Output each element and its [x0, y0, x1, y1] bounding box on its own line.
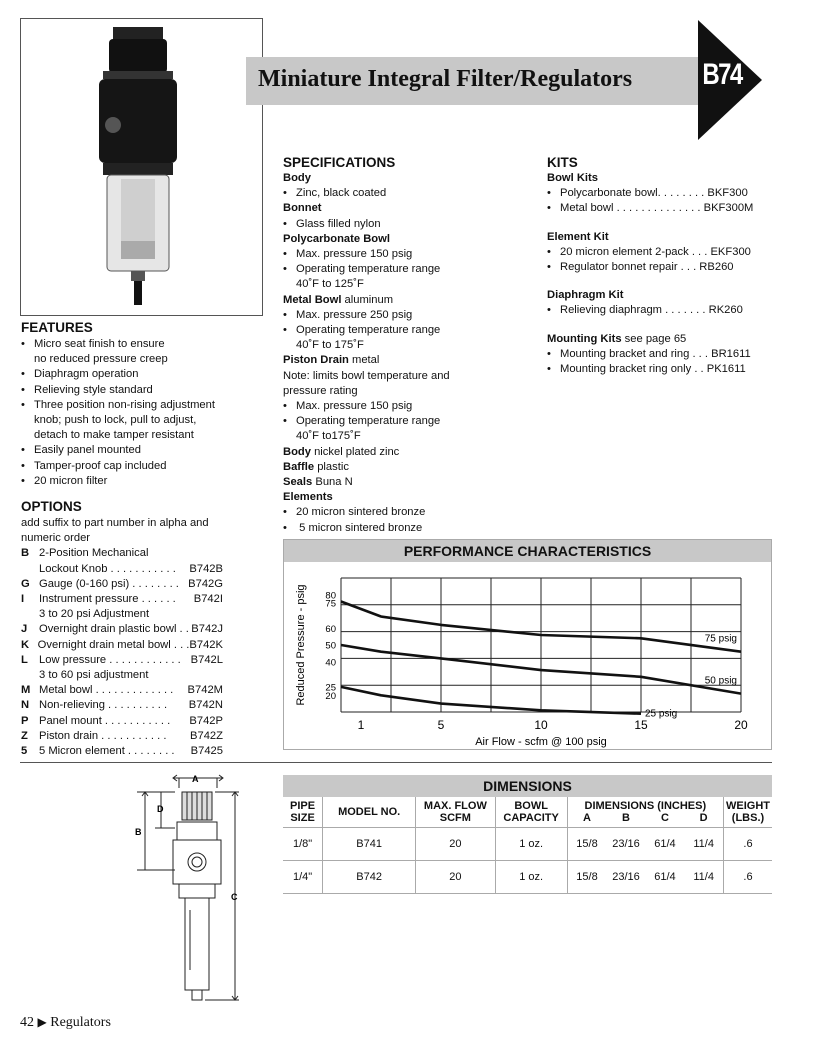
option-text: Non-relieving . . . . . . . . . .: [39, 699, 168, 712]
kit-heading: Mounting Kits: [547, 332, 622, 345]
cell-bowl: 1 oz.: [495, 861, 567, 894]
option-row: [21, 562, 223, 577]
spec-heading-suffix: metal: [348, 354, 380, 367]
option-letter: P: [21, 714, 29, 727]
product-photo: [21, 19, 262, 315]
spec-heading-suffix: aluminum: [341, 293, 394, 306]
option-text: Overnight drain metal bowl . . .: [37, 638, 190, 651]
option-letter: M: [21, 684, 31, 697]
spec-item: • Operating temperature range: [283, 323, 533, 338]
option-text: Overnight drain plastic bowl . .: [39, 623, 189, 636]
spec-heading: Polycarbonate Bowl: [283, 232, 390, 245]
x-axis-label: Air Flow - scfm @ 100 psig: [475, 736, 607, 748]
option-row: [21, 546, 223, 561]
spec-item: • Operating temperature range: [283, 414, 533, 429]
col-pipe-2: SIZE: [290, 812, 315, 824]
spec-heading: Seals: [283, 476, 313, 489]
kit-item: • Mounting bracket ring only . . PK1611: [547, 362, 787, 377]
cell-c: 61/4: [646, 861, 685, 894]
table-row: [283, 828, 772, 861]
series-label: 25 psig: [645, 708, 678, 720]
option-part-number: B742M: [187, 684, 223, 697]
option-text: Metal bowl . . . . . . . . . . . . .: [39, 684, 174, 697]
col-bowl: BOWL: [514, 800, 548, 812]
option-text: Lockout Knob . . . . . . . . . . .: [39, 562, 176, 575]
option-letter: G: [21, 577, 30, 590]
spec-heading: Body: [283, 172, 311, 184]
kit-item: • Polycarbonate bowl. . . . . . . . BKF300: [547, 186, 787, 201]
feature-item-cont: knob; push to lock, pull to adjust,: [34, 414, 197, 427]
dimension-drawing: [135, 770, 245, 1005]
product-photo-frame: [20, 18, 263, 316]
cell-c: 61/4: [646, 828, 685, 861]
y-tick-label: 75: [325, 598, 336, 610]
cell-b: 23/16: [606, 861, 645, 894]
option-part-number: B742Z: [190, 729, 223, 742]
spec-item: • Glass filled nylon: [283, 217, 533, 232]
chart-svg: [284, 562, 771, 749]
option-part-number: B7425: [190, 745, 223, 758]
feature-item: • Easily panel mounted: [21, 443, 271, 458]
dimensions-table: [283, 797, 772, 893]
cell-a: 15/8: [567, 828, 606, 861]
chart-title: PERFORMANCE CHARACTERISTICS: [284, 540, 771, 562]
section-badge: B74: [702, 58, 742, 91]
kit-heading: Element Kit: [547, 230, 609, 243]
cell-d: 11/4: [684, 861, 723, 894]
x-tick-label: 20: [734, 718, 748, 732]
spec-item-cont: 40˚F to175˚F: [296, 430, 361, 443]
spec-heading: Elements: [283, 491, 333, 504]
spec-item: • 5 micron sintered bronze: [283, 521, 533, 536]
kits-section: [547, 155, 787, 377]
x-tick-label: 15: [634, 718, 648, 732]
y-tick-label: 80: [325, 590, 336, 602]
features-section: [21, 320, 271, 489]
option-text: Panel mount . . . . . . . . . . .: [39, 714, 171, 727]
col-a: A: [583, 812, 591, 824]
option-letter: I: [21, 593, 25, 606]
spec-heading-suffix: Buna N: [312, 476, 353, 489]
option-letter: 5: [21, 745, 28, 758]
y-tick-label: 40: [325, 657, 336, 669]
dim-label-a: A: [192, 774, 199, 784]
spec-item-cont: 40˚F to 125˚F: [296, 278, 364, 291]
option-part-number: B742G: [188, 577, 223, 590]
option-text: Instrument pressure . . . . . .: [39, 593, 176, 606]
kit-item: • Metal bowl . . . . . . . . . . . . . . BKF300M: [547, 201, 787, 216]
y-tick-label: 50: [325, 640, 336, 652]
feature-item: • 20 micron filter: [21, 474, 271, 489]
option-text: 5 Micron element . . . . . . . .: [39, 745, 175, 758]
cell-flow: 20: [416, 828, 496, 861]
page-title: Miniature Integral Filter/Regulators: [258, 66, 633, 92]
col-flow: MAX. FLOW: [423, 800, 487, 812]
feature-item: • Three position non-rising adjustment: [21, 398, 271, 413]
y-axis-label: Reduced Pressure - psig: [295, 584, 307, 706]
specifications-heading: SPECIFICATIONS: [283, 155, 396, 170]
series-label: 75 psig: [704, 633, 737, 645]
option-row: [21, 653, 223, 668]
feature-item: • Relieving style standard: [21, 383, 271, 398]
col-flow-2: SCFM: [439, 812, 471, 824]
dim-label-b: B: [135, 827, 142, 837]
series-label: 50 psig: [704, 675, 737, 687]
features-heading: FEATURES: [21, 320, 93, 335]
kit-heading: Diaphragm Kit: [547, 289, 624, 302]
option-text: 3 to 60 psi adjustment: [39, 669, 149, 682]
options-heading: OPTIONS: [21, 499, 82, 514]
option-row: [21, 729, 223, 744]
option-row: [21, 698, 223, 713]
option-row: [21, 714, 223, 729]
spec-heading: Body: [283, 445, 311, 458]
option-part-number: B742P: [189, 714, 223, 727]
spec-heading: Metal Bowl: [283, 293, 342, 306]
option-letter: L: [21, 653, 28, 666]
kit-item: • Regulator bonnet repair . . . RB260: [547, 260, 787, 275]
col-pipe: PIPE: [290, 800, 316, 812]
feature-item-cont: no reduced pressure creep: [34, 353, 168, 366]
dimensions-section: [283, 775, 772, 894]
option-text: 2-Position Mechanical: [39, 547, 149, 560]
dim-label-d: D: [157, 804, 164, 814]
spec-item: • 20 micron sintered bronze: [283, 505, 533, 520]
options-intro: numeric order: [21, 532, 91, 545]
spec-heading-suffix: plastic: [314, 460, 349, 473]
spec-heading: Bonnet: [283, 202, 322, 215]
feature-item: • Micro seat finish to ensure: [21, 337, 271, 352]
option-letter: N: [21, 699, 30, 712]
x-tick-label: 10: [534, 718, 548, 732]
divider: [20, 762, 772, 763]
option-row: [21, 668, 223, 683]
y-tick-label: 20: [325, 690, 336, 702]
dim-label-c: C: [231, 892, 238, 902]
option-row: [21, 638, 223, 653]
dimensions-title: DIMENSIONS: [283, 775, 772, 797]
kit-item: • 20 micron element 2-pack . . . EKF300: [547, 245, 787, 260]
option-row: [21, 622, 223, 637]
kit-heading-suffix: see page 65: [621, 332, 687, 345]
x-tick-label: 1: [357, 718, 365, 732]
section-name: Regulators: [50, 1015, 111, 1030]
option-part-number: B742B: [189, 562, 223, 575]
col-weight: WEIGHT: [726, 800, 770, 812]
option-letter: [21, 607, 39, 622]
option-letter: J: [21, 623, 28, 636]
arrow-right-icon: ▶: [37, 1015, 47, 1029]
option-part-number: B742J: [191, 623, 223, 636]
feature-item: • Tamper-proof cap included: [21, 459, 271, 474]
option-letter: [21, 668, 39, 683]
spec-heading-suffix: nickel plated zinc: [310, 445, 400, 458]
cell-pipe: 1/4": [283, 861, 323, 894]
col-weight-2: (LBS.): [731, 812, 765, 824]
option-row: [21, 744, 223, 759]
spec-item: • Max. pressure 150 psig: [283, 247, 533, 262]
option-letter: [21, 562, 39, 577]
option-letter: B: [21, 547, 30, 560]
col-dimensions: DIMENSIONS (INCHES): [567, 797, 723, 812]
specifications-section: [283, 155, 533, 536]
col-b: B: [621, 812, 630, 824]
spec-item: • Zinc, black coated: [283, 186, 533, 201]
y-tick-label: 60: [325, 623, 336, 635]
options-section: [21, 499, 223, 759]
spec-note: Note: limits bowl temperature and: [283, 369, 450, 382]
option-text: 3 to 20 psi Adjustment: [39, 608, 150, 621]
option-row: [21, 577, 223, 592]
option-text: Piston drain . . . . . . . . . . .: [39, 729, 167, 742]
cell-flow: 20: [416, 861, 496, 894]
spec-heading: Baffle: [283, 460, 315, 473]
col-bowl-2: CAPACITY: [503, 812, 559, 824]
feature-item-cont: detach to make tamper resistant: [34, 429, 194, 442]
cell-pipe: 1/8": [283, 828, 323, 861]
x-tick-label: 5: [437, 718, 445, 732]
kit-item: • Relieving diaphragm . . . . . . . RK260: [547, 303, 787, 318]
cell-d: 11/4: [684, 828, 723, 861]
kit-heading: Bowl Kits: [547, 172, 598, 184]
kit-item: • Mounting bracket and ring . . . BR1611: [547, 347, 787, 362]
spec-note: pressure rating: [283, 384, 358, 397]
cell-model: B742: [323, 861, 416, 894]
spec-item: • Max. pressure 150 psig: [283, 399, 533, 414]
options-intro: add suffix to part number in alpha and: [21, 517, 209, 529]
option-letter: Z: [21, 729, 28, 742]
spec-item: • Max. pressure 250 psig: [283, 308, 533, 323]
table-row: [283, 861, 772, 894]
cell-model: B741: [323, 828, 416, 861]
y-tick-label: 25: [325, 682, 336, 694]
option-part-number: B742K: [189, 638, 223, 651]
col-c: C: [660, 812, 669, 824]
kits-heading: KITS: [547, 155, 578, 170]
option-row: [21, 683, 223, 698]
performance-chart: [283, 539, 772, 750]
cell-b: 23/16: [606, 828, 645, 861]
page-footer: [20, 1015, 111, 1031]
spec-item: • Operating temperature range: [283, 262, 533, 277]
page-number: 42: [20, 1015, 34, 1030]
option-row: [21, 592, 223, 607]
cell-weight: .6: [724, 861, 773, 894]
spec-item-cont: 40˚F to 175˚F: [296, 339, 364, 352]
cell-weight: .6: [724, 828, 773, 861]
option-letter: K: [21, 638, 30, 651]
option-row: [21, 607, 223, 622]
option-text: Gauge (0-160 psi) . . . . . . . .: [39, 577, 179, 590]
option-part-number: B742I: [193, 593, 223, 606]
cell-bowl: 1 oz.: [495, 828, 567, 861]
spec-heading: Piston Drain: [283, 354, 349, 367]
option-text: Low pressure . . . . . . . . . . . .: [39, 653, 181, 666]
option-part-number: B742L: [190, 653, 223, 666]
cell-a: 15/8: [567, 861, 606, 894]
feature-item: • Diaphragm operation: [21, 367, 271, 382]
option-part-number: B742N: [188, 699, 223, 712]
col-model: MODEL NO.: [323, 797, 416, 828]
col-d: D: [684, 812, 723, 828]
